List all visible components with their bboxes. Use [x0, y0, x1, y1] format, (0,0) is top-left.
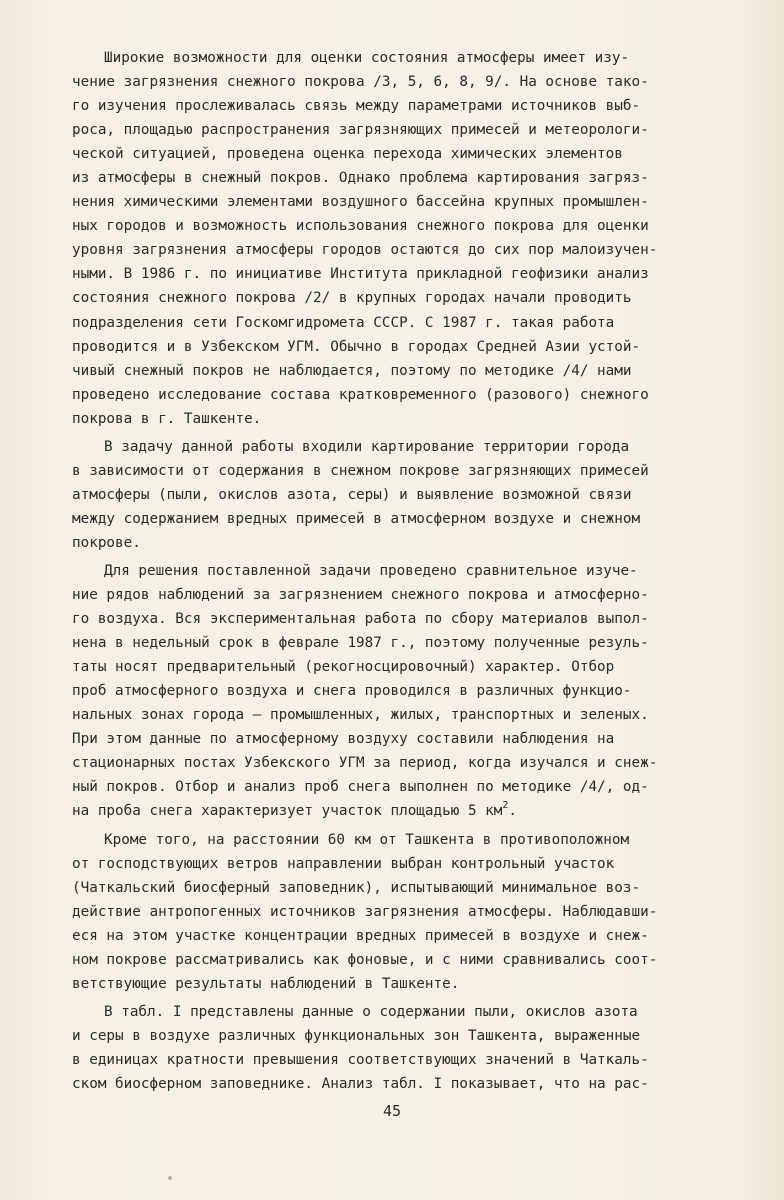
text-line: (Чаткальский биосферный заповедник), испытывающий минимальное воз-: [72, 879, 641, 896]
text-line: действие антропогенных источников загрязнения атмосферы. Наблюдавши-: [72, 903, 658, 920]
text-line: ветствующие результаты наблюдений в Ташкенте.: [72, 975, 460, 992]
text-line: ческой ситуацией, проведена оценка перехода химических элементов: [72, 146, 623, 163]
text-line: проведено исследование состава кратковременного (разового) снежного: [72, 386, 649, 403]
text-line: чивый снежный покров не наблюдается, поэтому по методике /4/ нами: [72, 362, 632, 379]
text-line: нальных зонах города – промышленных, жилых, транспортных и зеленых.: [72, 707, 649, 724]
body-text: [72, 46, 722, 1096]
text-line: нена в недельный срок в феврале 1987 г., поэтому полученные резуль-: [72, 635, 649, 652]
text-line: роса, площадью распространения загрязняющих примесей и метеорологи-: [72, 122, 649, 139]
text-line: таты носят предварительный (рекогносцировочный) характер. Отбор: [72, 659, 615, 676]
text-line: в зависимости от содержания в снежном покрове загрязняющих примесей: [72, 462, 649, 479]
text-line: уровня загрязнения атмосферы городов остаются до сих пор малоизучен-: [72, 242, 658, 259]
text-line: ние рядов наблюдений за загрязнением снежного покрова и атмосферно-: [72, 587, 649, 604]
text-line: подразделения сети Госкомгидромета СССР. С 1987 г. такая работа: [72, 314, 615, 331]
text-line: Широкие возможности для оценки состояния атмосферы имеет изу-: [104, 50, 630, 66]
line-end-punctuation: .: [508, 803, 518, 820]
text-line: стационарных постах Узбекского УГМ за период, когда изучался и снеж-: [72, 755, 658, 772]
text-line: Кроме того, на расстоянии 60 км от Ташкента в противоположном: [104, 831, 630, 848]
text-line: ный покров. Отбор и анализ проб снега выполнен по методике /4/, од-: [72, 779, 649, 796]
paragraph: [72, 1000, 722, 1096]
text-line: проб атмосферного воздуха и снега проводился в различных функцио-: [72, 683, 632, 700]
paragraph: [72, 46, 722, 431]
text-line: проводится и в Узбекском УГМ. Обычно в городах Средней Азии устой-: [72, 338, 641, 355]
text-line: Для решения поставленной задачи проведено сравнительное изуче-: [104, 562, 638, 579]
text-line: в единицах кратности превышения соответствующих значений в Чаткаль-: [72, 1051, 649, 1068]
paragraph: [72, 559, 722, 824]
paragraph: [72, 435, 722, 555]
text-line: покрова в г. Ташкенте.: [72, 410, 262, 427]
page-number: 45: [382, 1102, 402, 1120]
text-line: на проба снега характеризует участок площадью 5 км: [72, 803, 503, 820]
text-line: ными. В 1986 г. по инициативе Института прикладной геофизики анализ: [72, 266, 649, 283]
text-line: го воздуха. Вся экспериментальная работа по сбору материалов выпол-: [72, 611, 649, 628]
text-line: го изучения прослеживалась связь между параметрами источников выб-: [72, 98, 641, 115]
text-line: атмосферы (пыли, окислов азота, серы) и выявление возможной связи: [72, 486, 632, 503]
superscript: 2: [502, 799, 509, 811]
text-line: нения химическими элементами воздушного бассейна крупных промышлен-: [72, 194, 649, 211]
text-line: В задачу данной работы входили картирование территории города: [104, 438, 630, 455]
text-line: В табл. I представлены данные о содержании пыли, окислов азота: [104, 1003, 638, 1020]
text-line: чение загрязнения снежного покрова /3, 5, 6, 8, 9/. На основе тако-: [72, 74, 649, 91]
text-line: еся на этом участке концентрации вредных примесей в воздухе и снеж-: [72, 927, 649, 944]
text-line: между содержанием вредных примесей в атмосферном воздухе и снежном: [72, 510, 641, 527]
text-line: состояния снежного покрова /2/ в крупных городах начали проводить: [72, 290, 632, 307]
text-line: ском биосферном заповеднике. Анализ табл. I показывает, что на рас-: [72, 1075, 649, 1092]
text-line: из атмосферы в снежный покров. Однако проблема картирования загряз-: [72, 170, 649, 187]
text-line: и серы в воздухе различных функциональных зон Ташкента, выраженные: [72, 1027, 641, 1044]
text-line-with-superscript: [72, 799, 722, 823]
text-line: покрове.: [72, 534, 141, 551]
text-line: При этом данные по атмосферному воздуху составили наблюдения на: [72, 731, 615, 748]
text-line: ных городов и возможность использования снежного покрова для оценки: [72, 218, 649, 235]
text-line: от господствующих ветров направлении выбран контрольный участок: [72, 855, 615, 872]
paper-speck: [168, 1176, 172, 1180]
paragraph: [72, 828, 722, 996]
text-line: ном покрове рассматривались как фоновые, и с ними сравнивались соот-: [72, 951, 658, 968]
